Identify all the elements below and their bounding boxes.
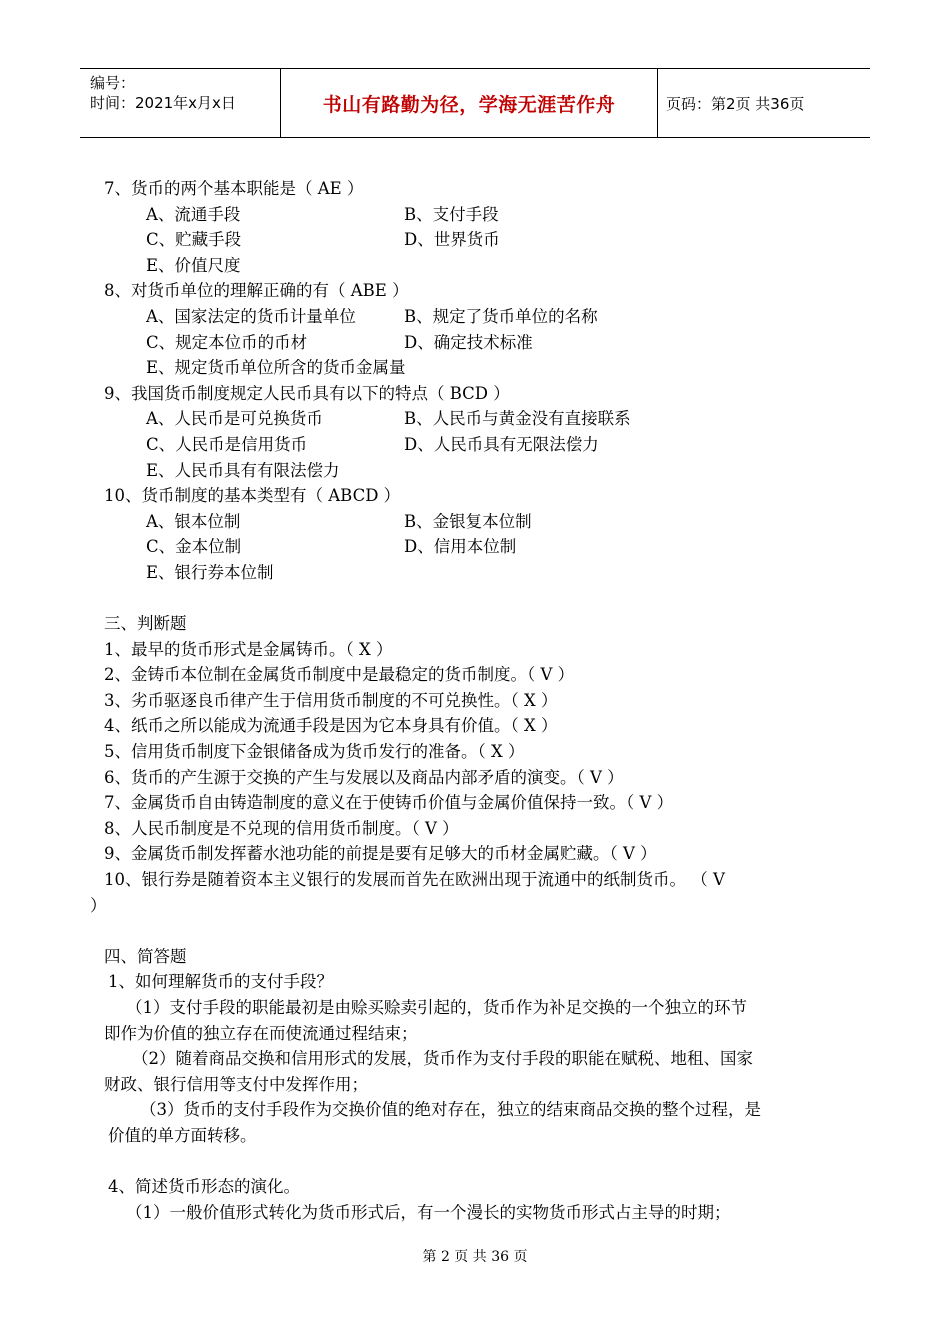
option-row <box>104 509 864 535</box>
question: 8、对货币单位的理解正确的有（ ABE ） <box>104 281 409 301</box>
question: 9、我国货币制度规定人民币具有以下的特点（ BCD ） <box>104 383 510 403</box>
option: E、价值尺度 <box>146 255 241 275</box>
tf-item: 6、货币的产生源于交换的产生与发展以及商品内部矛盾的演变。（ V ） <box>104 767 624 787</box>
option: B、规定了货币单位的名称 <box>404 306 598 326</box>
option: B、金银复本位制 <box>404 511 532 531</box>
section-title: 三、判断题 <box>104 614 187 634</box>
option-row <box>104 253 864 279</box>
spacer <box>104 586 864 612</box>
essay-answer-line: 即作为价值的独立存在而使流通过程结束； <box>104 1023 418 1043</box>
tf-item: 1、最早的货币形式是金属铸币。（ X ） <box>104 639 393 659</box>
option-row <box>104 202 864 228</box>
essay-answer-line: （3）货币的支付手段作为交换价值的绝对存在，独立的结束商品交换的整个过程，是 <box>140 1100 761 1120</box>
option: D、确定技术标准 <box>404 332 533 352</box>
essay-question: 4、简述货币形态的演化。 <box>108 1177 300 1197</box>
option-row <box>104 330 864 356</box>
option: A、银本位制 <box>146 511 241 531</box>
question: 7、货币的两个基本职能是（ AE ） <box>104 179 364 198</box>
doc-number-label: 编号： <box>90 74 136 92</box>
section-title: 四、简答题 <box>104 946 187 966</box>
tf-item-continuation: ） <box>90 895 107 915</box>
essay-answer-line: 财政、银行信用等支付中发挥作用； <box>104 1074 368 1094</box>
option: B、支付手段 <box>404 204 499 224</box>
spacer <box>104 918 864 944</box>
essay-answer-line: （1）一般价值形式转化为货币形式后，有一个漫长的实物货币形式占主导的时期； <box>126 1202 731 1222</box>
option-row <box>104 355 864 381</box>
essay-answer-line: （1）支付手段的职能最初是由赊买赊卖引起的，货币作为补足交换的一个独立的环节 <box>126 998 747 1017</box>
option-row <box>104 432 864 458</box>
option: C、人民币是信用货币 <box>146 434 308 454</box>
option-row <box>104 560 864 586</box>
option: A、国家法定的货币计量单位 <box>146 306 356 326</box>
tf-item: 5、信用货币制度下金银储备成为货币发行的准备。（ X ） <box>104 742 525 762</box>
tf-item: 4、纸币之所以能成为流通手段是因为它本身具有价值。（ X ） <box>104 716 558 736</box>
option-row <box>104 534 864 560</box>
essay-answer-line: 价值的单方面转移。 <box>108 1125 257 1145</box>
option-row <box>104 406 864 432</box>
document-body <box>90 176 864 1225</box>
tf-item: 2、金铸币本位制在金属货币制度中是最稳定的货币制度。（ V ） <box>104 665 575 685</box>
option: D、人民币具有无限法偿力 <box>404 434 599 454</box>
spacer <box>104 1149 864 1175</box>
doc-time-label: 时间：2021年x月x日 <box>90 94 236 112</box>
tf-item: 3、劣币驱逐良币律产生于信用货币制度的不可兑换性。（ X ） <box>104 690 558 710</box>
option: C、规定本位币的币材 <box>146 332 308 352</box>
option: D、世界货币 <box>404 230 500 250</box>
question: 10、货币制度的基本类型有（ ABCD ） <box>104 486 401 506</box>
tf-item: 10、银行券是随着资本主义银行的发展而首先在欧洲出现于流通中的纸制货币。 （ V <box>104 870 725 890</box>
option-row <box>104 304 864 330</box>
essay-answer-line: （2）随着商品交换和信用形式的发展，货币作为支付手段的职能在赋税、地租、国家 <box>132 1049 753 1069</box>
essay-question: 1、如何理解货币的支付手段？ <box>108 972 333 992</box>
option-row <box>104 227 864 253</box>
header-page-info: 页码：第2页 共36页 <box>666 94 805 113</box>
option-row <box>104 458 864 484</box>
option: A、人民币是可兑换货币 <box>146 409 323 429</box>
option: B、人民币与黄金没有直接联系 <box>404 409 631 429</box>
header-motto: 书山有路勤为径，学海无涯苦作舟 <box>280 69 658 137</box>
tf-item: 9、金属货币制发挥蓄水池功能的前提是要有足够大的币材金属贮藏。（ V ） <box>104 844 657 864</box>
tf-item: 7、金属货币自由铸造制度的意义在于使铸币价值与金属价值保持一致。（ V ） <box>104 793 674 813</box>
page-header <box>80 68 870 138</box>
page-footer: 第 2 页 共 36 页 <box>422 1249 528 1265</box>
option: E、规定货币单位所含的货币金属量 <box>146 358 406 378</box>
option: C、金本位制 <box>146 537 242 557</box>
option: D、信用本位制 <box>404 537 517 557</box>
option: A、流通手段 <box>146 204 241 224</box>
option: C、贮藏手段 <box>146 230 242 250</box>
header-meta <box>90 73 236 113</box>
tf-item: 8、人民币制度是不兑现的信用货币制度。（ V ） <box>104 818 459 838</box>
option: E、人民币具有有限法偿力 <box>146 460 340 480</box>
option: E、银行券本位制 <box>146 562 274 582</box>
